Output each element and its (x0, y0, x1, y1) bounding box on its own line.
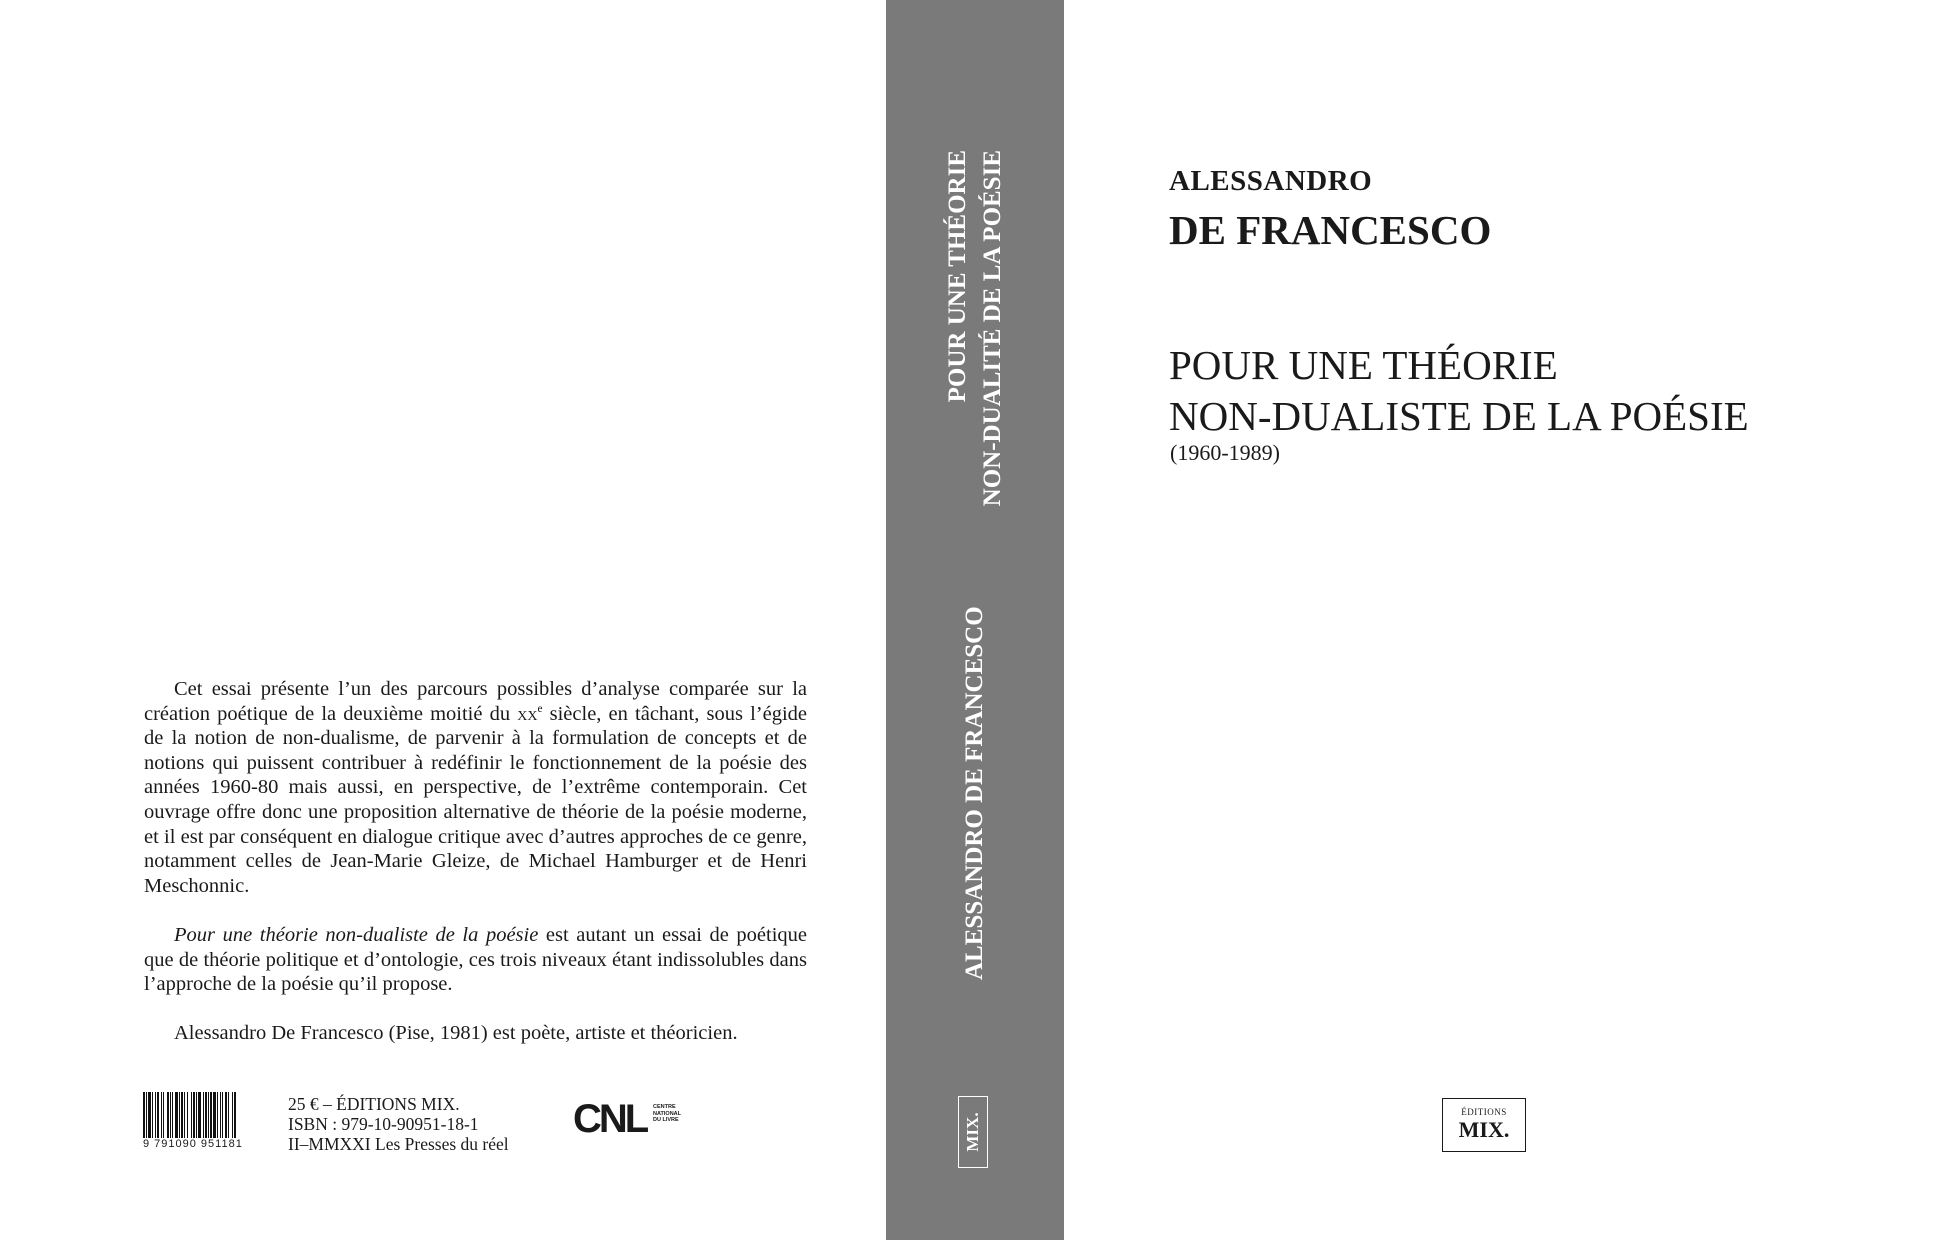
barcode-bar (181, 1092, 183, 1138)
blurb-paragraph-1: Cet essai présente l’un des parcours possibles d’analyse comparée sur la création poétique de la deuxième moitié du $xx^e$ siècle, en tâchant, sous l’égide de la notion de non-dualisme, de parvenir à la formulation de concepts et de notions qui puissent contribuer à redéfinir le fonctionnement de la poésie des années 1960-80 mais aussi, en perspective, de l’extrême contemporain. Cet ouvrage offre donc une proposition alternative de théorie de la poésie moderne, et il est par conséquent en dialogue critique avec d’autres approches de ce genre, notamment celles de Jean-Marie Gleize, de Michael Hamburger et de Henri Meschonnic. (144, 678, 807, 897)
front-cover (1064, 0, 1948, 1240)
barcode-bar (213, 1092, 216, 1138)
back-cover-blurb (144, 677, 807, 1071)
spine (886, 0, 1064, 1240)
barcode-bar (152, 1092, 153, 1138)
barcode-bar (170, 1092, 171, 1138)
barcode-bar (163, 1092, 164, 1138)
barcode-bar (196, 1092, 197, 1138)
book-title (1169, 340, 1749, 442)
barcode-bar (228, 1092, 229, 1138)
barcode-bar (198, 1092, 201, 1138)
front-publisher-logo (1442, 1098, 1526, 1152)
century-superscript: e (537, 702, 543, 715)
barcode-bar (225, 1092, 227, 1138)
barcode-bar (155, 1092, 156, 1138)
barcode-bar (179, 1092, 180, 1138)
barcode-bar (217, 1092, 218, 1138)
barcode-bars (143, 1092, 271, 1138)
author-last-name: DE FRANCESCO (1169, 207, 1492, 253)
barcode-bar (187, 1092, 188, 1138)
back-cover (0, 0, 886, 1240)
logo-big-text: MIX. (1458, 1117, 1510, 1142)
barcode-bar (161, 1092, 162, 1138)
price-line: 25 € – ÉDITIONS MIX. (288, 1094, 460, 1114)
barcode-digits: 9 791090 951181 (143, 1138, 243, 1150)
barcode-bar (232, 1092, 233, 1138)
spine-title (935, 150, 1015, 510)
barcode-bar (191, 1092, 192, 1138)
barcode-bar (208, 1092, 209, 1138)
isbn-line: ISBN : 979-10-90951-18-1 (288, 1114, 479, 1134)
blurb-paragraph-2: Pour une théorie non-dualiste de la poésie est autant un essai de poétique que de théorie politique et d’ontologie, ces trois niveaux étant indissolubles dans l’approche de la poésie qu’il propose. (144, 923, 807, 996)
barcode-bar (220, 1092, 221, 1138)
barcode-bar (172, 1092, 173, 1138)
publisher-info (288, 1094, 509, 1154)
barcode (143, 1092, 275, 1152)
cnl-small-text: CENTRE NATIONAL DU LIVRE (653, 1104, 682, 1123)
barcode-bar (167, 1092, 169, 1138)
barcode-bar (203, 1092, 204, 1138)
edition-line: II–MMXXI Les Presses du réel (288, 1134, 509, 1154)
author-bio: Alessandro De Francesco (Pise, 1981) est poète, artiste et théoricien. (174, 1022, 738, 1045)
barcode-bar (184, 1092, 185, 1138)
barcode-bar (193, 1092, 195, 1138)
barcode-bar (175, 1092, 178, 1138)
book-title-italic: Pour une théorie non-dualiste de la poésie (174, 923, 539, 946)
spine-publisher-logo: MIX. (958, 1096, 988, 1168)
barcode-bar (148, 1092, 151, 1138)
barcode-bar (157, 1092, 159, 1138)
book-dates: (1960-1989) (1170, 440, 1280, 465)
spine-author: ALESSANDRO DE FRANCESCO (961, 606, 988, 980)
cnl-letters: CNL (573, 1097, 647, 1141)
barcode-bar (146, 1092, 147, 1138)
book-title-line-1: POUR UNE THÉORIE (1169, 342, 1558, 388)
book-title-line-2: NON-DUALISTE DE LA POÉSIE (1169, 393, 1749, 439)
spine-title-line-1: POUR UNE THÉORIE (944, 150, 971, 403)
spine-title-line-2: NON-DUALITÉ DE LA POÉSIE (979, 150, 1006, 507)
barcode-bar (205, 1092, 207, 1138)
barcode-bar (222, 1092, 223, 1138)
barcode-bar (210, 1092, 212, 1138)
barcode-bar (234, 1092, 236, 1138)
cnl-logo (573, 1097, 682, 1141)
author-first-name: ALESSANDRO (1169, 165, 1373, 197)
century-numeral: xx (517, 702, 538, 725)
logo-small-text: ÉDITIONS (1461, 1107, 1507, 1117)
barcode-bar (143, 1092, 145, 1138)
